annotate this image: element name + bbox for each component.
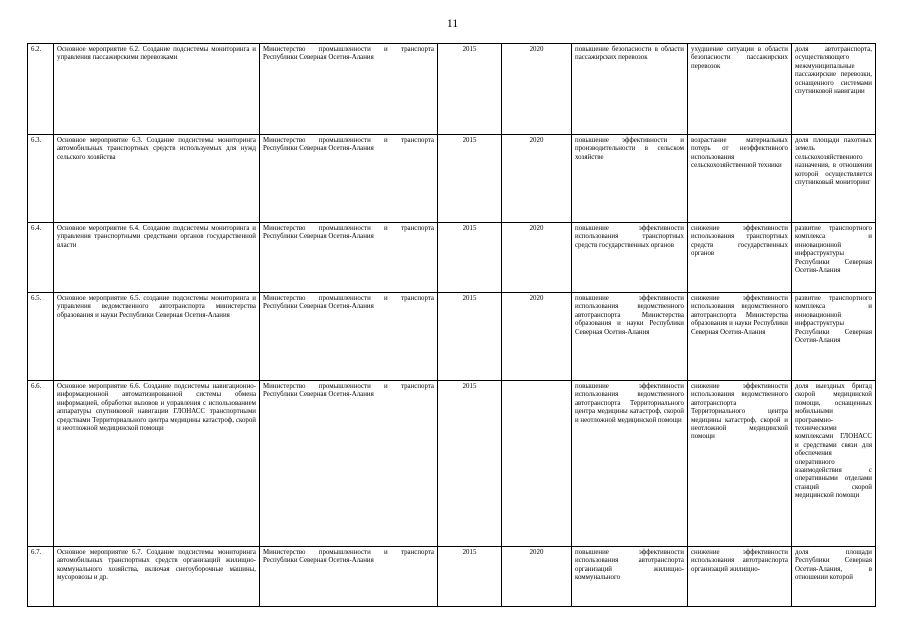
consequence: снижение эффективности использования ведомственного автотранспорта Территориального центра медицины катастроф, скорой и неотложной медицинской помощи — [688, 381, 792, 547]
indicator: развитие транспортного комплекса и инновационной инфраструктуры Республики Северная Осетия-Алания — [792, 293, 876, 381]
executor: Министерство промышленности и транспорта Республики Северная Осетия-Алания — [260, 381, 438, 547]
page-number: 11 — [446, 16, 459, 30]
consequence: возрастание материальных потерь от неэффективного использования сельскохозяйственной техники — [688, 135, 792, 223]
expected-result: повышение эффективности и производительности в сельском хозяйстве — [572, 135, 688, 223]
executor: Министерство промышленности и транспорта Республики Северная Осетия-Алания — [260, 44, 438, 135]
activity-name: Основное мероприятие 6.4. Создание подсистемы мониторинга и управления транспортными средствами органов государственной власти — [54, 223, 260, 293]
program-activities-table — [27, 43, 876, 607]
start-year: 2015 — [438, 135, 502, 223]
executor: Министерство промышленности и транспорта Республики Северная Осетия-Алания — [260, 135, 438, 223]
executor: Министерство промышленности и транспорта Республики Северная Осетия-Алания — [260, 547, 438, 607]
row-number: 6.6. — [28, 381, 54, 547]
table-row — [28, 547, 876, 607]
table-row — [28, 381, 876, 547]
indicator: доля выездных бригад скорой медицинской помощи, оснащенных мобильными программно-техническими комплексами ГЛОНАСС и средствами связи для обеспечения оперативного взаимодействия с оперативными отделами станций скорой медицинской помощи — [792, 381, 876, 547]
row-number: 6.5. — [28, 293, 54, 381]
consequence: снижение эффективности использования транспортных средств государственных органов — [688, 223, 792, 293]
expected-result: повышение эффективности использования ведомственного автотранспорта Министерства образования и науки Республики Северная Осетия-Алания — [572, 293, 688, 381]
table-row — [28, 293, 876, 381]
indicator: доля площади Республики Северная Осетия-Алания, в отношении которой — [792, 547, 876, 607]
table-row — [28, 44, 876, 135]
start-year: 2015 — [438, 547, 502, 607]
indicator: доля площади пахотных земель сельскохозяйственного назначения, в отношении которой осуществляется спутниковый мониторинг — [792, 135, 876, 223]
executor: Министерство промышленности и транспорта Республики Северная Осетия-Алания — [260, 293, 438, 381]
activity-name: Основное мероприятие 6.6. Создание подсистемы навигационно-информационной автоматизированной системы обмена информацией, обработки вызовов и управления с использованием аппаратуры спутниковой навигации ГЛОНАСС транспортными средствами Территориального центра медицины катастроф, скорой и неотложной медицинской помощи — [54, 381, 260, 547]
indicator: доля автотранспорта, осуществляющего межмуниципальные пассажирские перевозки, оснащенного системами спутниковой навигации — [792, 44, 876, 135]
row-number: 6.7. — [28, 547, 54, 607]
end-year: 2020 — [502, 44, 572, 135]
start-year: 2015 — [438, 44, 502, 135]
row-number: 6.2. — [28, 44, 54, 135]
indicator: развитие транспортного комплекса и инновационной инфраструктуры Республики Северная Осетия-Алания — [792, 223, 876, 293]
expected-result: повышение эффективности использования транспортных средств государственных органов — [572, 223, 688, 293]
end-year: 2020 — [502, 547, 572, 607]
consequence: снижение эффективности использования автотранспорта организаций жилищно- — [688, 547, 792, 607]
row-number: 6.4. — [28, 223, 54, 293]
end-year: 2020 — [502, 223, 572, 293]
expected-result: повышение безопасности в области пассажирских перевозок — [572, 44, 688, 135]
consequence: ухудшение ситуации в области безопасности пассажирских перевозок — [688, 44, 792, 135]
activity-name: Основное мероприятие 6.5. создание подсистемы мониторинга и управления ведомственного автотранспорта министерства образования и науки Республики Северная Осетия-Алания — [54, 293, 260, 381]
activity-name: Основное мероприятие 6.7. Создание подсистемы мониторинга автомобильных транспортных средств организаций жилищно-коммунального хозяйства, включая снегоуборочные машины, мусоровозы и др. — [54, 547, 260, 607]
end-year: 2020 — [502, 135, 572, 223]
row-number: 6.3. — [28, 135, 54, 223]
start-year: 2015 — [438, 381, 502, 547]
activity-name: Основное мероприятие 6.2. Создание подсистемы мониторинга и управления пассажирскими перевозками — [54, 44, 260, 135]
consequence: снижение эффективности использования ведомственного автотранспорта Министерства образования и науки Республики Северная Осетия-Алания — [688, 293, 792, 381]
table-row — [28, 223, 876, 293]
expected-result: повышение эффективности использования автотранспорта организаций жилищно-коммунального — [572, 547, 688, 607]
start-year: 2015 — [438, 223, 502, 293]
end-year — [502, 381, 572, 547]
end-year: 2020 — [502, 293, 572, 381]
executor: Министерство промышленности и транспорта Республики Северная Осетия-Алания — [260, 223, 438, 293]
start-year: 2015 — [438, 293, 502, 381]
expected-result: повышение эффективности использования ведомственного автотранспорта Территориального центра медицины катастроф, скорой и неотложной медицинской помощи — [572, 381, 688, 547]
activity-name: Основное мероприятие 6.3. Создание подсистемы мониторинга автомобильных транспортных средств используемых для нужд сельского хозяйства — [54, 135, 260, 223]
table-row — [28, 135, 876, 223]
